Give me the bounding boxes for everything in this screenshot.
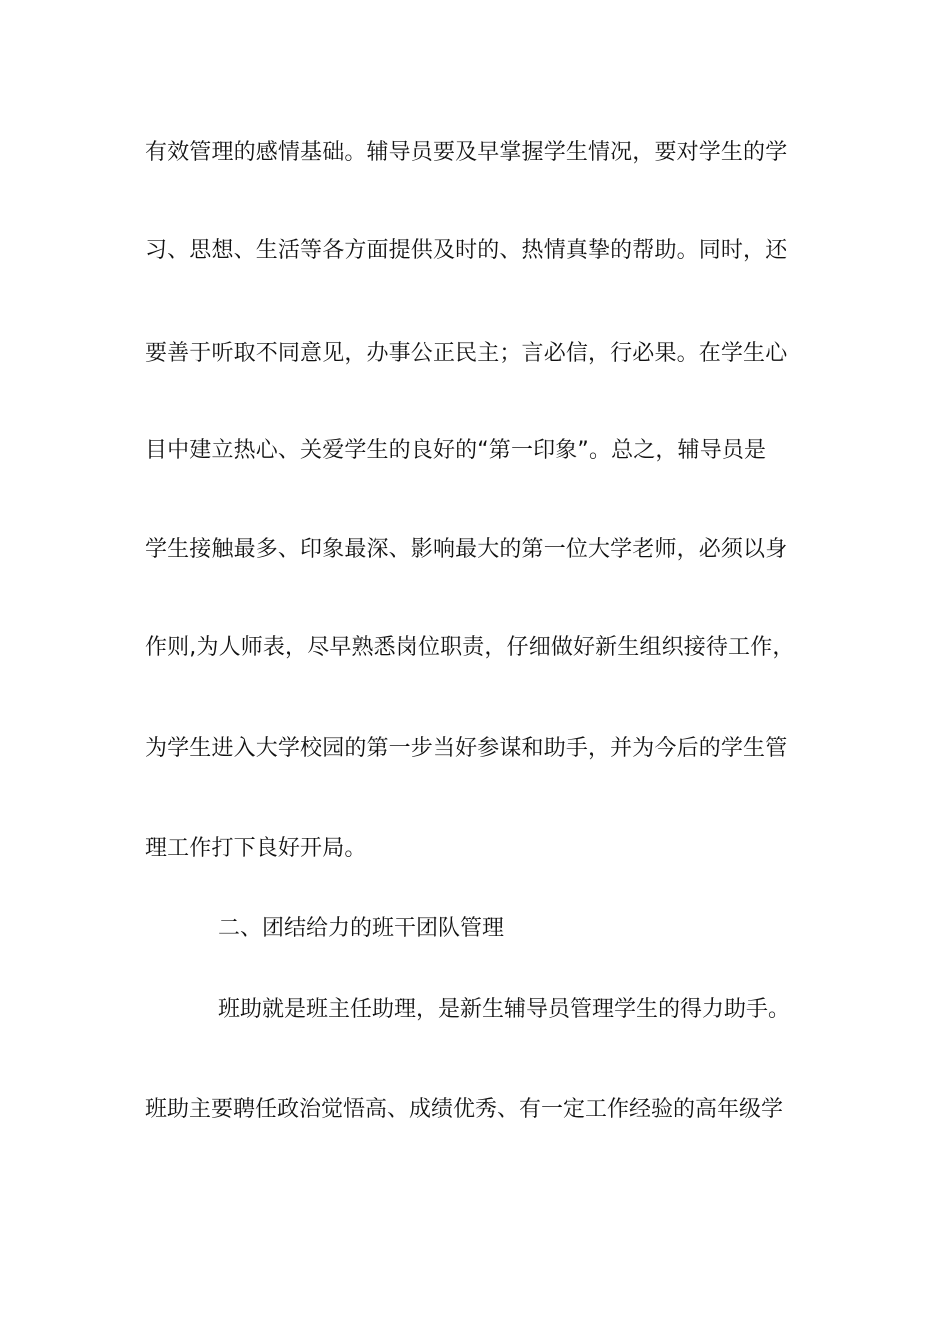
paragraph-line: 学生接触最多、印象最深、影响最大的第一位大学老师，必须以身 — [145, 537, 788, 562]
paragraph-line: 要善于听取不同意见，办事公正民主；言必信，行必果。在学生心 — [145, 341, 788, 366]
paragraph-line: 班助主要聘任政治觉悟高、成绩优秀、有一定工作经验的高年级学 — [145, 1097, 784, 1122]
paragraph-line: 目中建立热心、关爱学生的良好的“第一印象”。总之，辅导员是 — [145, 438, 767, 463]
paragraph-line: 班助就是班主任助理，是新生辅导员管理学生的得力助手。 — [218, 997, 791, 1022]
paragraph-line: 为学生进入大学校园的第一步当好参谋和助手，并为今后的学生管 — [145, 736, 788, 761]
paragraph-line: 作则,为人师表，尽早熟悉岗位职责，仔细做好新生组织接待工作， — [145, 635, 795, 660]
paragraph-line: 有效管理的感情基础。辅导员要及早掌握学生情况，要对学生的学 — [145, 140, 788, 165]
paragraph-line: 习、思想、生活等各方面提供及时的、热情真挚的帮助。同时，还 — [145, 238, 788, 263]
section-heading: 二、团结给力的班干团队管理 — [218, 916, 505, 941]
paragraph-line: 理工作打下良好开局。 — [145, 836, 367, 861]
